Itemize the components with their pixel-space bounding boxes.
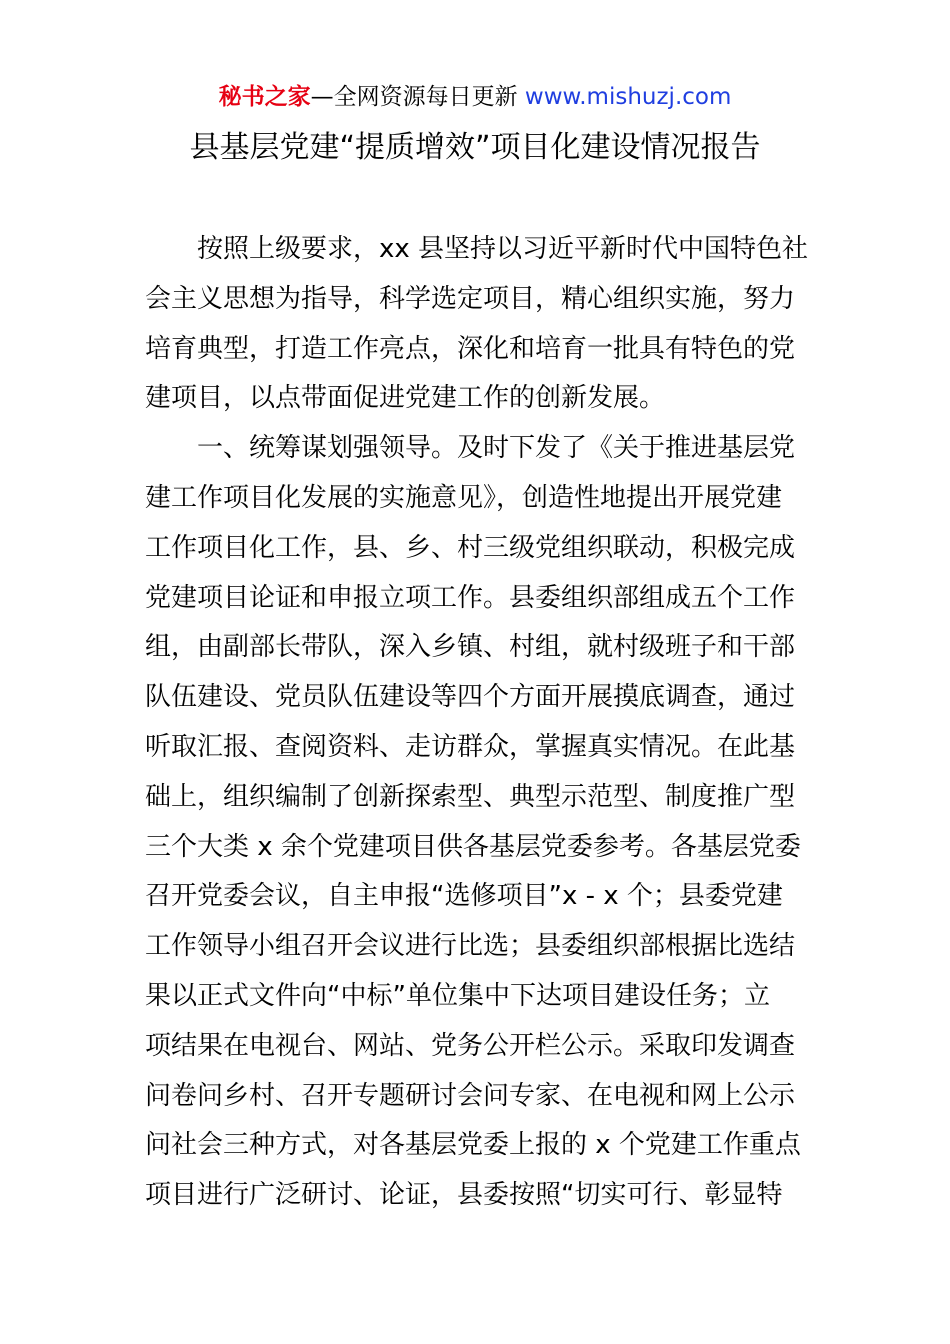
- site-header: [0, 80, 950, 114]
- document-title: 县基层党建“提质增效”项目化建设情况报告: [189, 130, 761, 165]
- paragraph-line: 工作领导小组召开会议进行比选；县委组织部根据比选结: [145, 931, 796, 962]
- paragraph-line: 工作项目化工作，县、乡、村三级党组织联动，积极完成: [145, 532, 796, 563]
- paragraph-line: 建项目，以点带面促进党建工作的创新发展。: [145, 383, 666, 414]
- paragraph-line: 会主义思想为指导，科学选定项目，精心组织实施，努力: [145, 283, 796, 314]
- paragraph-line: 党建项目论证和申报立项工作。县委组织部组成五个工作: [145, 582, 796, 613]
- paragraph-line: 队伍建设、党员队伍建设等四个方面开展摸底调查，通过: [145, 682, 796, 713]
- document-body: [145, 225, 825, 1221]
- paragraph-line: 项目进行广泛研讨、论证，县委按照“切实可行、彰显特: [145, 1180, 783, 1211]
- site-url[interactable]: www.mishuzj.com: [524, 84, 732, 110]
- paragraph-line: 三个大类 x 余个党建项目供各基层党委参考。各基层党委: [145, 831, 801, 862]
- paragraph-line: 问卷问乡村、召开专题研讨会问专家、在电视和网上公示: [145, 1080, 796, 1111]
- paragraph-line: 问社会三种方式，对各基层党委上报的 x 个党建工作重点: [145, 1130, 801, 1161]
- paragraph-line: 召开党委会议，自主申报“选修项目”x - x 个；县委党建: [145, 881, 783, 912]
- paragraph-line: 培育典型，打造工作亮点，深化和培育一批具有特色的党: [145, 333, 796, 364]
- paragraph-line: 组，由副部长带队，深入乡镇、村组，就村级班子和干部: [145, 632, 796, 663]
- paragraph-line: 础上，组织编制了创新探索型、典型示范型、制度推广型: [145, 781, 796, 812]
- paragraph-line: 建工作项目化发展的实施意见》，创造性地提出开展党建: [145, 482, 783, 513]
- paragraph-line: 果以正式文件向“中标”单位集中下达项目建设任务；立: [145, 980, 770, 1011]
- brand-name: 秘书之家: [218, 84, 311, 110]
- paragraph-line: 按照上级要求，xx 县坚持以习近平新时代中国特色社: [197, 234, 809, 264]
- paragraph-line: 项结果在电视台、网站、党务公开栏公示。采取印发调查: [145, 1030, 796, 1061]
- paragraph-line: 一、统筹谋划强领导。及时下发了《关于推进基层党: [197, 433, 796, 464]
- header-tagline: —全网资源每日更新: [310, 84, 525, 110]
- paragraph-line: 听取汇报、查阅资料、走访群众，掌握真实情况。在此基: [145, 731, 796, 762]
